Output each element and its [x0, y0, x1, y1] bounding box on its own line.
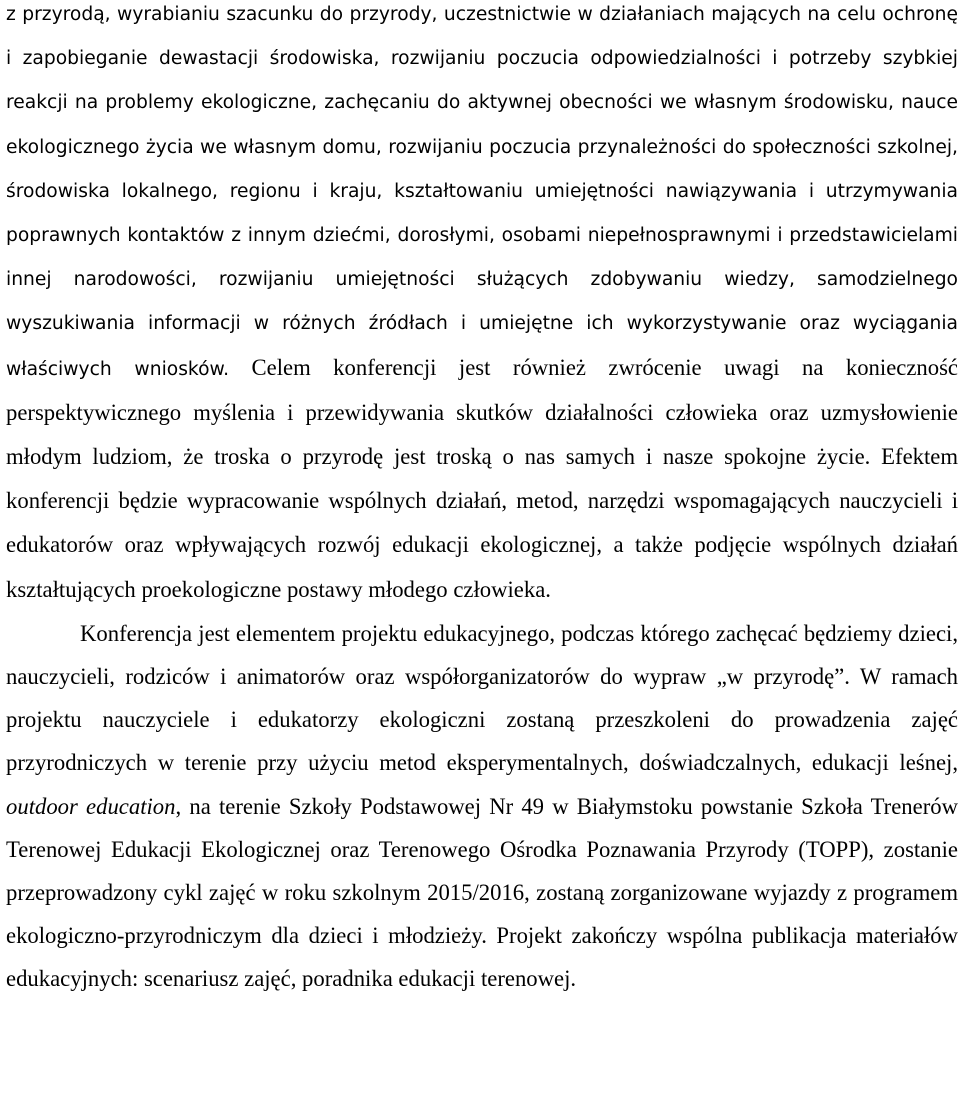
paragraph-goals-and-aims: [6, 0, 958, 612]
project-text-italic-term: outdoor education: [6, 793, 176, 819]
paragraph-goals-text: z przyrodą, wyrabianiu szacunku do przyrody, uczestnictwie w działaniach mających na celu ochronę i zapobieganie dewastacji środowiska, rozwijaniu poczucia odpowiedzialności i potrzeby szybkiej reakcji na problemy ekologiczne, zachęcaniu do aktywnej obecności we własnym środowisku, nauce ekologicznego życia we własnym domu, rozwijaniu poczucia przynależności do społeczności szkolnej, środowiska lokalnego, regionu i kraju, kształtowaniu umiejętności nawiązywania i utrzymywania poprawnych kontaktów z innym dziećmi, dorosłymi, osobami niepełnosprawnymi i przedstawicielami innej narodowości, rozwijaniu umiejętności służących zdobywaniu wiedzy, samodzielnego wyszukiwania informacji w różnych źródłach i umiejętne ich wykorzystywanie oraz wyciągania właściwych wniosków.: [6, 4, 958, 380]
paragraph-conference-aim-text: Celem konferencji jest również zwrócenie uwagi na konieczność perspektywicznego myślenia i przewidywania skutków działalności człowieka oraz uzmysłowienie młodym ludziom, że troska o przyrodę jest troską o nas samych i nasze spokojne życie. Efektem konferencji będzie wypracowanie wspólnych działań, metod, narzędzi wspomagających nauczycieli i edukatorów oraz wpływających rozwój edukacji ekologicznej, a także podjęcie wspólnych działań kształtujących proekologiczne postawy młodego człowieka.: [6, 354, 958, 602]
project-text-part-1: Konferencja jest elementem projektu edukacyjnego, podczas którego zachęcać będziemy dzieci, nauczycieli, rodziców i animatorów oraz współorganizatorów do wypraw „w przyrodę”. W ramach projektu nauczyciele i edukatorzy ekologiczni zostaną przeszkoleni do prowadzenia zajęć przyrodniczych w terenie przy użyciu metod eksperymentalnych, doświadczalnych, edukacji leśnej,: [6, 620, 958, 776]
paragraph-project-description: [6, 612, 958, 1001]
project-text-part-2: , na terenie Szkoły Podstawowej Nr 49 w Białymstoku powstanie Szkoła Trenerów Terenowej Edukacji Ekologicznej oraz Terenowego Ośrodka Poznawania Przyrody (TOPP), zostanie przeprowadzony cykl zajęć w roku szkolnym 2015/2016, zostaną zorganizowane wyjazdy z programem ekologiczno-przyrodniczym dla dzieci i młodzieży. Projekt zakończy wspólna publikacja materiałów edukacyjnych: scenariusz zajęć, poradnika edukacji terenowej.: [6, 793, 958, 992]
